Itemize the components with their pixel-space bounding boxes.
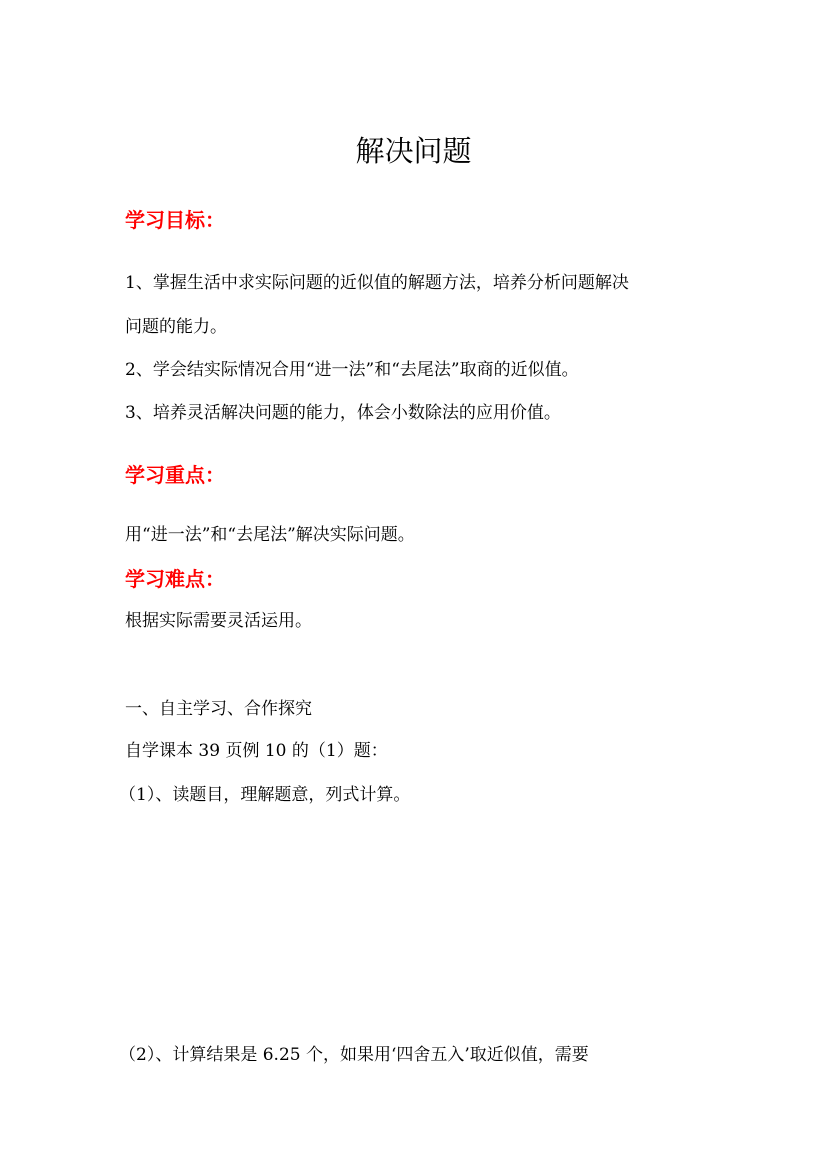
part-one-heading: 一、自主学习、合作探究 [125,699,312,719]
key-point-text: 用“进一法”和“去尾法”解决实际问题。 [125,525,415,545]
part-one-intro: 自学课本 39 页例 10 的（1）题： [125,741,388,761]
part-one-step-1: （1）、读题目，理解题意，列式计算。 [119,785,411,805]
objectives-heading: 学习目标： [125,208,225,232]
page-title: 解决问题 [355,134,472,168]
key-point-heading: 学习重点： [125,463,225,487]
objective-item-3: 3、培养灵活解决问题的能力，体会小数除法的应用价值。 [125,403,561,423]
objective-item-2: 2、学会结实际情况合用“进一法”和“去尾法”取商的近似值。 [125,360,579,380]
objective-item-1: 1、掌握生活中求实际问题的近似值的解题方法，培养分析问题解决 [125,273,629,293]
objective-item-1-continued: 问题的能力。 [125,317,227,337]
part-one-step-2: （2）、计算结果是 6.25 个，如果用‘四舍五入’取近似值，需要 [119,1045,589,1065]
difficulty-text: 根据实际需要灵活运用。 [125,611,312,631]
difficulty-heading: 学习难点： [125,567,225,591]
